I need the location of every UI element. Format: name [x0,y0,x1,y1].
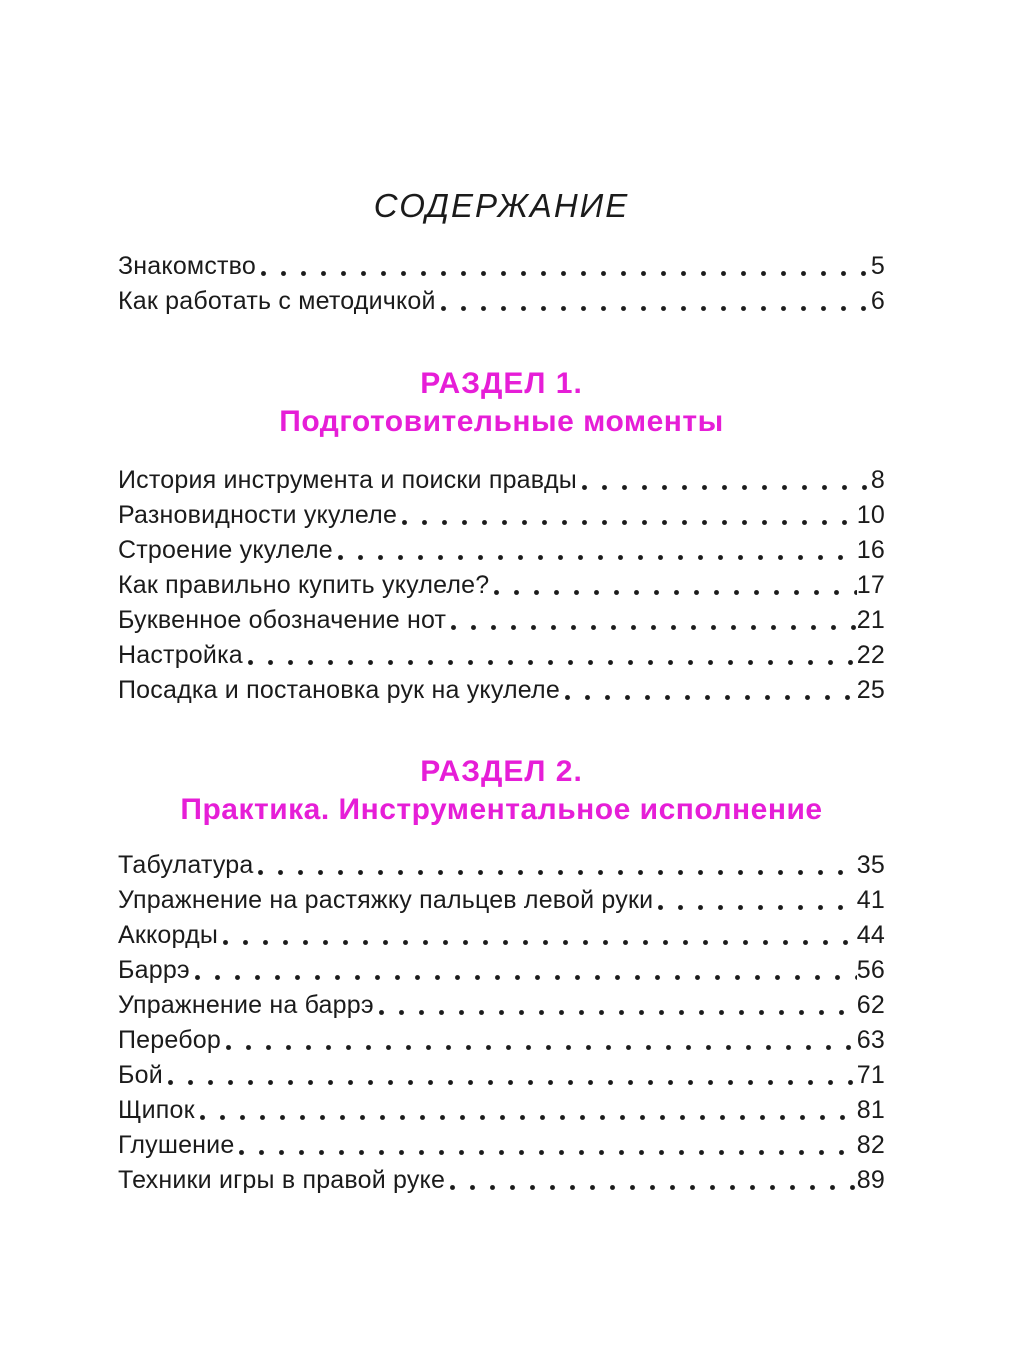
toc-entry-page: 25 [856,676,885,704]
toc-entry-label: Перебор [118,1026,221,1054]
toc-entry-page: 56 [856,956,885,984]
toc-entry [118,284,885,319]
dot-leader [439,284,871,319]
toc-intro-list [118,249,885,319]
toc-entry-page: 81 [856,1096,885,1124]
toc-entry-label: Аккорды [118,921,219,949]
section-1-subheading: Подготовительные моменты [279,405,724,438]
toc-entry [118,603,885,638]
dot-leader [449,603,857,638]
toc-section-2-list [118,848,885,1198]
toc-entry-page: 8 [870,466,885,494]
toc-entry-label: Как правильно купить укулеле? [118,571,490,599]
toc-entry-page: 5 [870,252,885,280]
toc-entry-label: Глушение [118,1131,235,1159]
toc-content [118,0,885,1198]
dot-leader [563,673,857,708]
toc-entry [118,498,885,533]
toc-entry-page: 62 [856,991,885,1019]
toc-entry [118,918,885,953]
dot-leader [256,848,856,883]
toc-entry [118,1093,885,1128]
dot-leader [166,1058,857,1093]
dot-leader [400,498,857,533]
toc-entry-label: Упражнение на растяжку пальцев левой руки [118,886,654,914]
toc-entry-label: Посадка и постановка рук на укулеле [118,676,560,704]
toc-entry [118,848,885,883]
dot-leader [259,249,871,284]
dot-leader [492,568,856,603]
toc-entry-label: Упражнение на баррэ [118,991,374,1019]
section-2-heading: РАЗДЕЛ 2. [420,755,583,788]
toc-entry-label: Щипок [118,1096,195,1124]
toc-entry [118,1163,885,1198]
toc-entry-page: 16 [856,536,885,564]
toc-section-1-list [118,463,885,708]
toc-entry-label: Как работать с методичкой [118,287,436,315]
toc-entry-page: 89 [856,1166,885,1194]
toc-entry [118,953,885,988]
toc-entry [118,638,885,673]
dot-leader [377,988,857,1023]
toc-entry-label: История инструмента и поиски правды [118,466,577,494]
dot-leader [193,953,857,988]
toc-entry-page: 44 [856,921,885,949]
section-2-header [118,753,885,829]
toc-entry-label: Знакомство [118,252,256,280]
toc-entry-page: 10 [856,501,885,529]
toc-entry-label: Буквенное обозначение нот [118,606,447,634]
dot-leader [656,883,857,918]
toc-entry-label: Техники игры в правой руке [118,1166,446,1194]
toc-entry-page: 22 [856,641,885,669]
toc-entry-page: 21 [856,606,885,634]
toc-entry [118,1058,885,1093]
toc-entry-page: 71 [856,1061,885,1089]
toc-entry [118,533,885,568]
dot-leader [237,1128,856,1163]
toc-entry [118,1023,885,1058]
toc-entry-page: 17 [856,571,885,599]
toc-entry [118,673,885,708]
section-1-header [118,365,885,441]
dot-leader [198,1093,857,1128]
section-2-subheading: Практика. Инструментальное исполнение [180,793,823,826]
dot-leader [246,638,857,673]
toc-entry-page: 41 [856,886,885,914]
page-title: СОДЕРЖАНИЕ [373,187,630,224]
toc-entry [118,249,885,284]
toc-entry [118,1128,885,1163]
toc-entry-page: 63 [856,1026,885,1054]
dot-leader [224,1023,857,1058]
toc-entry-page: 35 [856,851,885,879]
toc-entry [118,463,885,498]
dot-leader [221,918,857,953]
toc-entry-page: 6 [870,287,885,315]
toc-entry-label: Табулатура [118,851,254,879]
toc-entry-label: Баррэ [118,956,190,984]
toc-entry-label: Строение укулеле [118,536,333,564]
dot-leader [336,533,857,568]
toc-entry-label: Разновидности укулеле [118,501,398,529]
toc-entry [118,568,885,603]
toc-entry [118,883,885,918]
toc-entry-label: Бой [118,1061,163,1089]
toc-entry [118,988,885,1023]
section-1-heading: РАЗДЕЛ 1. [420,367,583,400]
toc-entry-page: 82 [856,1131,885,1159]
dot-leader [448,1163,857,1198]
dot-leader [580,463,871,498]
toc-entry-label: Настройка [118,641,243,669]
